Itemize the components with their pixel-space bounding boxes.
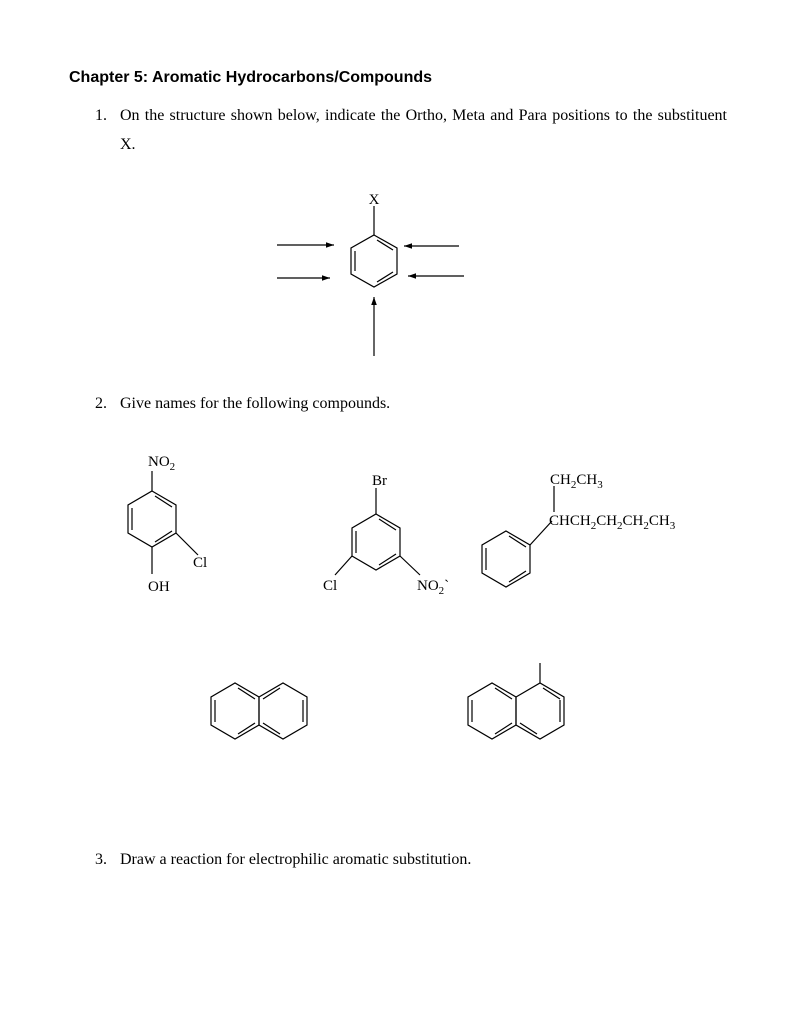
question-number: 3.: [95, 851, 107, 868]
chain-label: $CHCH_2CH_2CH_2CH_3$: [549, 513, 676, 532]
bromo-label: Br: [372, 473, 387, 489]
page-title: Chapter 5: Aromatic Hydrocarbons/Compounds: [69, 69, 433, 86]
compound-a-structure: [128, 471, 198, 574]
question-text: Give names for the following compounds.: [120, 395, 391, 412]
benzene-with-substituent-x: [351, 192, 397, 287]
question-text: On the structure shown below, indicate the Ortho, Meta and Para positions to the substituent X.: [120, 107, 727, 153]
position-arrows: [277, 245, 464, 356]
nitro-label: $NO_2`$: [417, 578, 450, 597]
compound-b-structure: [335, 488, 420, 575]
question-text: Draw a reaction for electrophilic aromatic substitution.: [120, 851, 472, 868]
ethyl-group-label: $CH_2CH_3$: [550, 472, 603, 491]
chloro-label: Cl: [323, 578, 338, 594]
substituent-x-label: X: [368, 192, 380, 208]
naphthalene-structure: [211, 683, 307, 739]
question-number: 1.: [95, 107, 107, 124]
nitro-label: $NO_2$: [148, 454, 176, 473]
chloro-label: Cl: [193, 555, 208, 571]
question-number: 2.: [95, 395, 107, 412]
compound-c-structure: [482, 486, 554, 587]
hydroxy-label: OH: [148, 579, 170, 595]
methylnaphthalene-structure: [468, 663, 564, 739]
